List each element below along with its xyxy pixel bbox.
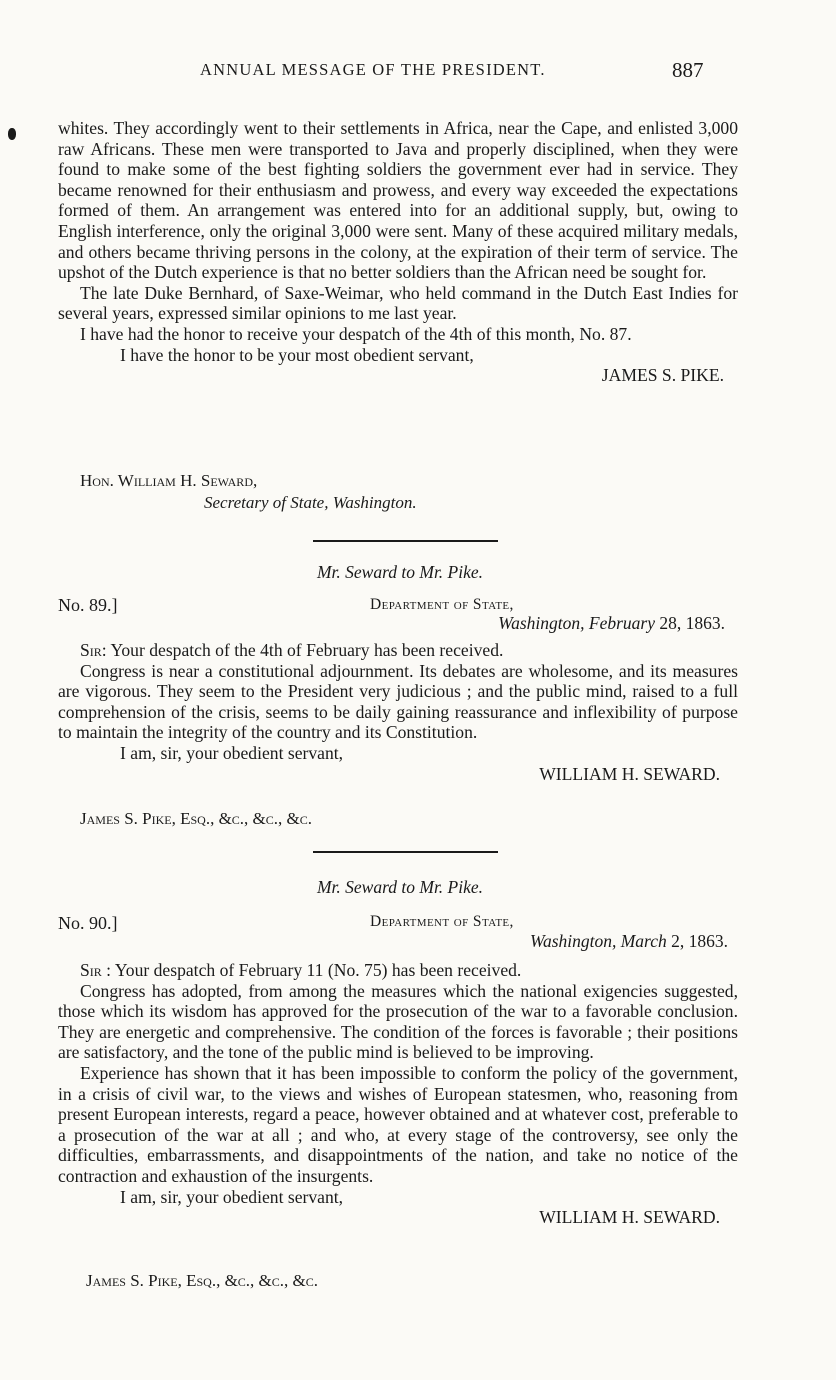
section-divider [313, 851, 498, 853]
dateline-date: 2, 1863. [671, 931, 728, 951]
letter3-paragraph: Your despatch of February 11 (No. 75) has been received. [114, 960, 522, 980]
letter3-signature: WILLIAM H. SEWARD. [539, 1207, 720, 1228]
letter3-dateline [440, 931, 728, 952]
dateline-month: February [588, 613, 655, 633]
letter2-dateline [440, 613, 725, 634]
letter2-department: Department of State, [370, 596, 514, 613]
letter3-department: Department of State, [370, 913, 514, 930]
letter2-paragraph: Your despatch of the 4th of February has been received. [110, 640, 504, 660]
letter1-paragraph: whites. They accordingly went to their settlements in Africa, near the Cape, and enlisted 3,000 raw Africans. These men were transported to Java and properly disciplined, when they were found to make some of the best fighting soldiers the government ever had in service. They became renowned for their enthusiasm and prowess, and every way exceeded the expectations formed of them. An arrangement was entered into for an additional supply, but, owing to English interference, only the original 3,000 were sent. Many of these acquired military medals, and others became thriving persons in the colony, at the expiration of their term of service. The upshot of the Dutch experience is that no better soldiers than the African need be sought for. [58, 118, 738, 283]
letter2-signature: WILLIAM H. SEWARD. [539, 763, 720, 784]
letter1-closing: I have the honor to be your most obedient servant, [120, 344, 474, 365]
salutation: Sir : [80, 960, 112, 980]
letter1-signature: JAMES S. PIKE. [601, 365, 724, 386]
salutation: Sir: [80, 640, 107, 660]
letter3-body [58, 960, 738, 1228]
addressee-name: Hon. William H. Seward, [80, 471, 258, 490]
page-number: 887 [672, 58, 704, 82]
letter2-body [58, 640, 738, 784]
letter3-paragraph: Congress has adopted, from among the measures which the national exigencies suggested, those which its wisdom has approved for the prosecution of the war to a favorable conclusion. They are energetic and comprehensive. The condition of the forces is favorable ; their positions are satisfactory, and the tone of the public mind is believed to be improving. [58, 980, 738, 1063]
dateline-place: Washington, [529, 931, 617, 951]
letter1-body [58, 118, 738, 386]
dateline-place: Washington, [498, 613, 585, 633]
running-head: ANNUAL MESSAGE OF THE PRESIDENT. [200, 60, 546, 79]
margin-ink-mark [8, 128, 16, 140]
letter2-heading: Mr. Seward to Mr. Pike. [316, 562, 484, 582]
letter1-paragraph: The late Duke Bernhard, of Saxe-Weimar, who held command in the Dutch East Indies for several years, expressed similar opinions to me last year. [58, 282, 738, 324]
letter1-paragraph: I have had the honor to receive your despatch of the 4th of this month, No. 87. [80, 323, 632, 344]
letter2-number: No. 89.] [58, 595, 118, 615]
dateline-date: 28, 1863. [659, 613, 725, 633]
letter2-paragraph: Congress is near a constitutional adjournment. Its debates are wholesome, and its measures are vigorous. They seem to the President very judicious ; and the public mind, raised to a full comprehension of the crisis, seems to be daily gaining reassurance and inflexibility of purpose to maintain the integrity of the country and its Constitution. [58, 660, 738, 743]
letter3-number: No. 90.] [58, 913, 118, 933]
letter2-closing: I am, sir, your obedient servant, [120, 742, 344, 763]
dateline-month: March [620, 931, 667, 951]
letter1-addressee [80, 470, 417, 514]
letter3-addressee: James S. Pike, Esq., &c., &c., &c. [86, 1271, 319, 1290]
letter3-heading: Mr. Seward to Mr. Pike. [316, 877, 484, 897]
letter3-paragraph: Experience has shown that it has been impossible to conform the policy of the government, in a crisis of civil war, to the views and wishes of European statesmen, who, reasoning from present European interests, regard a peace, however obtained and at whatever cost, preferable to a prosecution of the war at all ; and who, at every stage of the controversy, see only the difficulties, embarrassments, and disappointments of the nation, and take no notice of the contraction and exhaustion of the insurgents. [58, 1062, 738, 1186]
addressee-title: Secretary of State, Washington. [204, 493, 417, 512]
section-divider [313, 540, 498, 542]
letter3-closing: I am, sir, your obedient servant, [120, 1186, 344, 1207]
letter2-addressee: James S. Pike, Esq., &c., &c., &c. [80, 809, 313, 828]
